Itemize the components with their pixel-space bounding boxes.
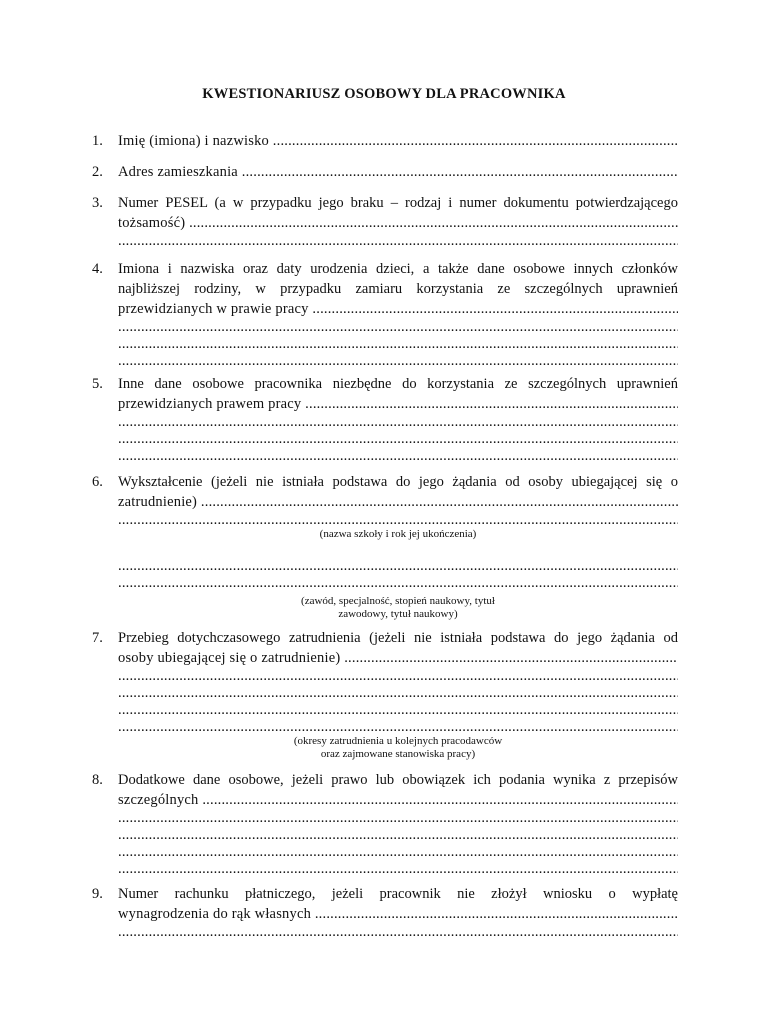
- question-label: przewidzianych prawem pracy: [118, 396, 302, 412]
- question-6: [92, 472, 678, 622]
- question-label: przewidzianych w prawie pracy: [118, 301, 309, 317]
- answer-line[interactable]: [118, 924, 678, 941]
- question-label: osoby ubiegającej się o zatrudnienie): [118, 650, 341, 666]
- question-1: [92, 131, 678, 151]
- answer-line[interactable]: [118, 319, 678, 336]
- answer-line[interactable]: [118, 558, 678, 575]
- question-7: [92, 628, 678, 762]
- education-field-line[interactable]: [118, 492, 678, 512]
- field-note: (nazwa szkoły i rok jej ukończenia): [319, 528, 477, 540]
- name-field-line[interactable]: [118, 131, 678, 151]
- question-label: tożsamość): [118, 215, 186, 231]
- answer-line[interactable]: [118, 827, 678, 844]
- question-text: Dodatkowe dane osobowe, jeżeli prawo lub obowiązek ich podania wynika z przepisów: [118, 772, 678, 788]
- pesel-field-line[interactable]: [118, 213, 678, 233]
- question-label: szczególnych: [118, 792, 199, 808]
- field-note: oraz zajmowane stanowiska pracy): [320, 748, 476, 760]
- answer-line[interactable]: [118, 575, 678, 592]
- answer-line[interactable]: [118, 861, 678, 878]
- field-note: zawodowy, tytuł naukowy): [338, 608, 458, 620]
- answer-line[interactable]: [118, 844, 678, 861]
- answer-line[interactable]: [118, 810, 678, 827]
- answer-line[interactable]: [118, 702, 678, 719]
- question-number: 4.: [92, 261, 103, 277]
- answer-line[interactable]: [118, 448, 678, 465]
- question-4: [92, 259, 678, 370]
- question-text: Numer rachunku płatniczego, jeżeli pracownik nie złożył wniosku o wypłatę: [118, 886, 678, 902]
- address-field-line[interactable]: [118, 162, 678, 182]
- question-label: Adres zamieszkania: [118, 164, 238, 180]
- additional-data-field-line[interactable]: [118, 790, 678, 810]
- bank-account-field-line[interactable]: [118, 904, 678, 924]
- question-text: Inne dane osobowe pracownika niezbędne do korzystania ze szczególnych uprawnień: [118, 376, 678, 392]
- other-data-field-line[interactable]: [118, 394, 678, 414]
- question-8: [92, 770, 678, 878]
- question-text: Wykształcenie (jeżeli nie istniała podstawa do jego żądania od osoby ubiegającej się o: [118, 474, 678, 490]
- question-label: Imię (imiona) i nazwisko: [118, 133, 269, 149]
- question-text: Przebieg dotychczasowego zatrudnienia (jeżeli nie istniała podstawa do jego żądania od: [118, 630, 678, 646]
- question-number: 1.: [92, 133, 103, 149]
- employment-field-line[interactable]: [118, 648, 678, 668]
- answer-line[interactable]: [118, 353, 678, 370]
- question-number: 7.: [92, 630, 103, 646]
- question-number: 9.: [92, 886, 103, 902]
- question-text: najbliższej rodziny, w przypadku zamiaru korzystania ze szczególnych uprawnień: [118, 281, 678, 297]
- question-number: 2.: [92, 164, 103, 180]
- field-note: (zawód, specjalność, stopień naukowy, tytuł: [301, 595, 495, 607]
- answer-line[interactable]: [118, 414, 678, 431]
- question-label: zatrudnienie): [118, 494, 198, 510]
- answer-line[interactable]: [118, 336, 678, 353]
- question-number: 3.: [92, 195, 103, 211]
- question-text: Numer PESEL (a w przypadku jego braku – rodzaj i numer dokumentu potwierdzającego: [118, 195, 678, 211]
- answer-line[interactable]: [118, 668, 678, 685]
- answer-line[interactable]: [118, 685, 678, 702]
- question-9: [92, 884, 678, 941]
- question-label: wynagrodzenia do rąk własnych: [118, 906, 312, 922]
- question-2: [92, 162, 678, 182]
- field-note: (okresy zatrudnienia u kolejnych pracodawców: [293, 735, 503, 747]
- question-text: Imiona i nazwiska oraz daty urodzenia dzieci, a także dane osobowe innych członków: [118, 261, 678, 277]
- answer-line[interactable]: [118, 233, 678, 250]
- question-5: [92, 374, 678, 465]
- page-title: KWESTIONARIUSZ OSOBOWY DLA PRACOWNIKA: [202, 86, 566, 102]
- question-3: [92, 193, 678, 250]
- family-field-line[interactable]: [118, 299, 678, 319]
- question-number: 6.: [92, 474, 103, 490]
- question-number: 8.: [92, 772, 103, 788]
- answer-line[interactable]: [118, 431, 678, 448]
- question-number: 5.: [92, 376, 103, 392]
